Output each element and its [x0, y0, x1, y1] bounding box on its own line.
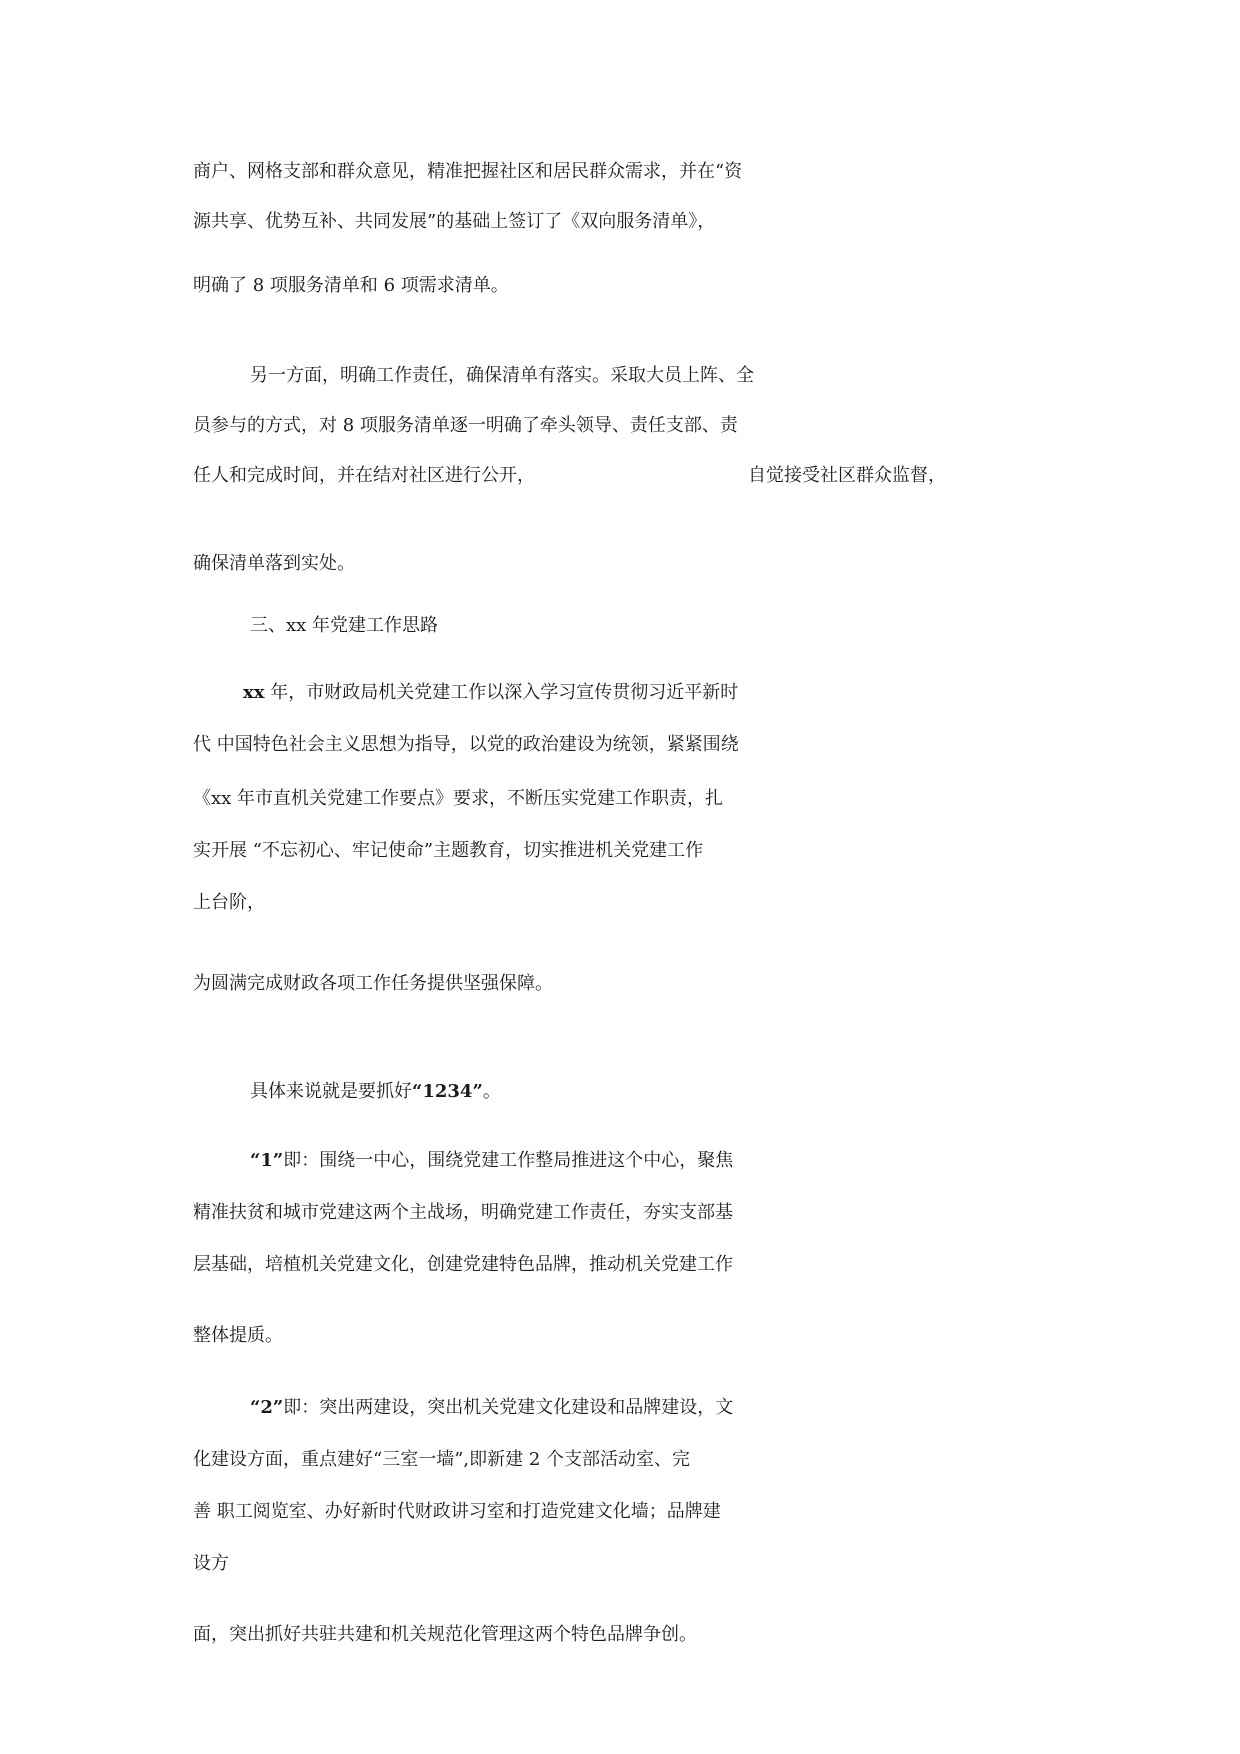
body-text-line: 商户、网格支部和群众意见，精准把握社区和居民群众需求，并在“资	[193, 161, 743, 182]
paragraph-first-line	[193, 676, 1240, 710]
year-placeholder: xx	[243, 682, 265, 703]
body-text-line: 善 职工阅览室、办好新时代财政讲习室和打造党建文化墙；品牌建	[193, 1501, 721, 1522]
body-text-span: 年，市财政局机关党建工作以深入学习宣传贯彻习近平新时	[264, 682, 739, 703]
body-text-line: 整体提质。	[193, 1325, 283, 1346]
body-text-line: 源共享、优势互补、共同发展”的基础上签订了《双向服务清单》，	[193, 211, 716, 232]
item-marker-2: “2”	[250, 1397, 284, 1418]
item-marker-1: “1”	[250, 1150, 284, 1171]
body-text-line: 实开展 “不忘初心、牢记使命”主题教育，切实推进机关党建工作	[193, 840, 704, 861]
paragraph-first-line	[250, 1144, 1240, 1178]
body-text-line: 任人和完成时间，并在结对社区进行公开，	[193, 465, 535, 486]
body-text-line: 为圆满完成财政各项工作任务提供坚强保障。	[193, 973, 553, 994]
paragraph-first-line	[250, 1391, 1240, 1425]
body-text-span: 。	[482, 1081, 501, 1102]
body-text-span: 具体来说就是要抓好	[250, 1081, 412, 1102]
body-text-line: 明确了 8 项服务清单和 6 项需求清单。	[193, 275, 509, 296]
body-text-line: 《xx 年市直机关党建工作要点》要求，不断压实党建工作职责，扎	[193, 788, 724, 809]
body-text-line: 自觉接受社区群众监督，	[748, 465, 946, 486]
body-text-line: 员参与的方式，对 8 项服务清单逐一明确了牵头领导、责任支部、责	[193, 415, 738, 436]
body-text-line: 层基础，培植机关党建文化，创建党建特色品牌，推动机关党建工作	[193, 1254, 733, 1275]
body-text-line: 设方	[193, 1553, 229, 1574]
body-text-line: 确保清单落到实处。	[193, 553, 355, 574]
body-text-span: 即：突出两建设，突出机关党建文化建设和品牌建设，文	[283, 1397, 734, 1418]
section-heading: 三、xx 年党建工作思路	[250, 615, 439, 636]
body-text-line: 代 中国特色社会主义思想为指导，以党的政治建设为统领，紧紧围绕	[193, 734, 739, 755]
paragraph-first-line	[250, 1075, 1240, 1109]
emphasis-1234: “1234”	[412, 1081, 483, 1102]
paragraph-first-line: 另一方面，明确工作责任，确保清单有落实。采取大员上阵、全	[250, 365, 754, 386]
body-text-line: 化建设方面，重点建好“三室一墙”,即新建 2 个支部活动室、完	[193, 1449, 691, 1470]
body-text-line: 上台阶，	[193, 892, 265, 913]
body-text-line: 精准扶贫和城市党建这两个主战场，明确党建工作责任，夯实支部基	[193, 1202, 733, 1223]
body-text-line: 面，突出抓好共驻共建和机关规范化管理这两个特色品牌争创。	[193, 1624, 697, 1645]
body-text-span: 即：围绕一中心，围绕党建工作整局推进这个中心，聚焦	[283, 1150, 734, 1171]
